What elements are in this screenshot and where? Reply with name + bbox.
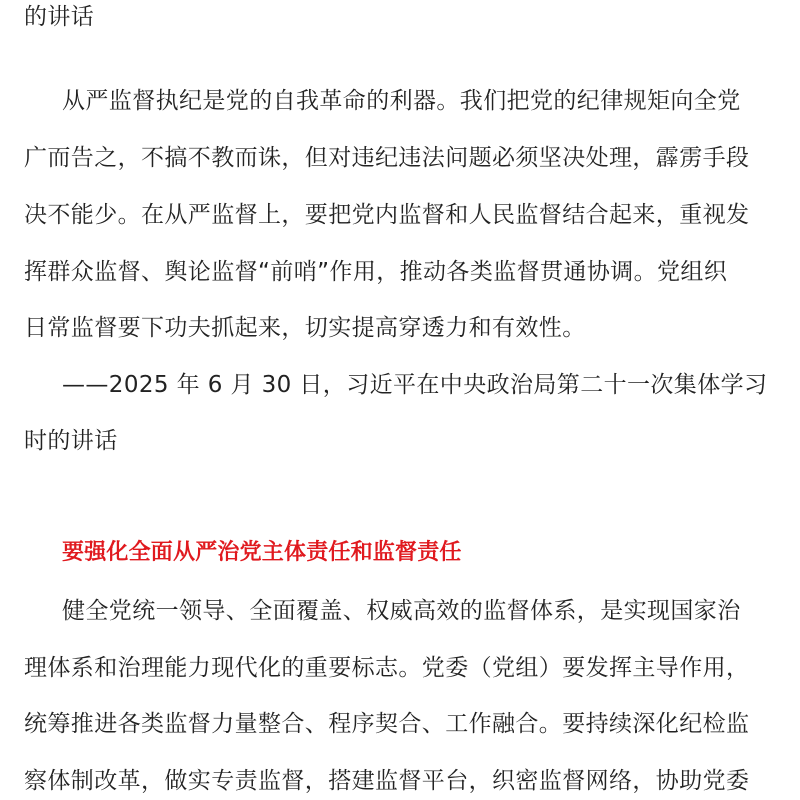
paragraph-line: 日常监督要下功夫抓起来，切实提高穿透力和有效性。 xyxy=(24,315,586,341)
paragraph-line: 广而告之，不搞不教而诛，但对违纪违法问题必须坚决处理，霹雳手段 xyxy=(24,145,750,171)
paragraph-line: 察体制改革，做实专责监督，搭建监督平台，织密监督网络，协助党委 xyxy=(24,768,750,794)
section-heading: 要强化全面从严治党主体责任和监督责任 xyxy=(62,540,462,565)
paragraph-line: 健全党统一领导、全面覆盖、权威高效的监督体系，是实现国家治 xyxy=(62,598,741,624)
paragraph-line: 理体系和治理能力现代化的重要标志。党委（党组）要发挥主导作用， xyxy=(24,655,750,681)
paragraph-line: 决不能少。在从严监督上，要把党内监督和人民监督结合起来，重视发 xyxy=(24,202,750,228)
paragraph-line: 从严监督执纪是党的自我革命的利器。我们把党的纪律规矩向全党 xyxy=(62,88,741,114)
paragraph-line: 统筹推进各类监督力量整合、程序契合、工作融合。要持续深化纪检监 xyxy=(24,711,750,737)
citation-line: ——2025 年 6 月 30 日，习近平在中央政治局第二十一次集体学习 xyxy=(62,372,768,398)
citation-line: 时的讲话 xyxy=(24,428,118,454)
previous-citation-tail: 的讲话 xyxy=(24,4,95,30)
paragraph-line: 挥群众监督、舆论监督“前哨”作用，推动各类监督贯通协调。党组织 xyxy=(24,259,728,285)
